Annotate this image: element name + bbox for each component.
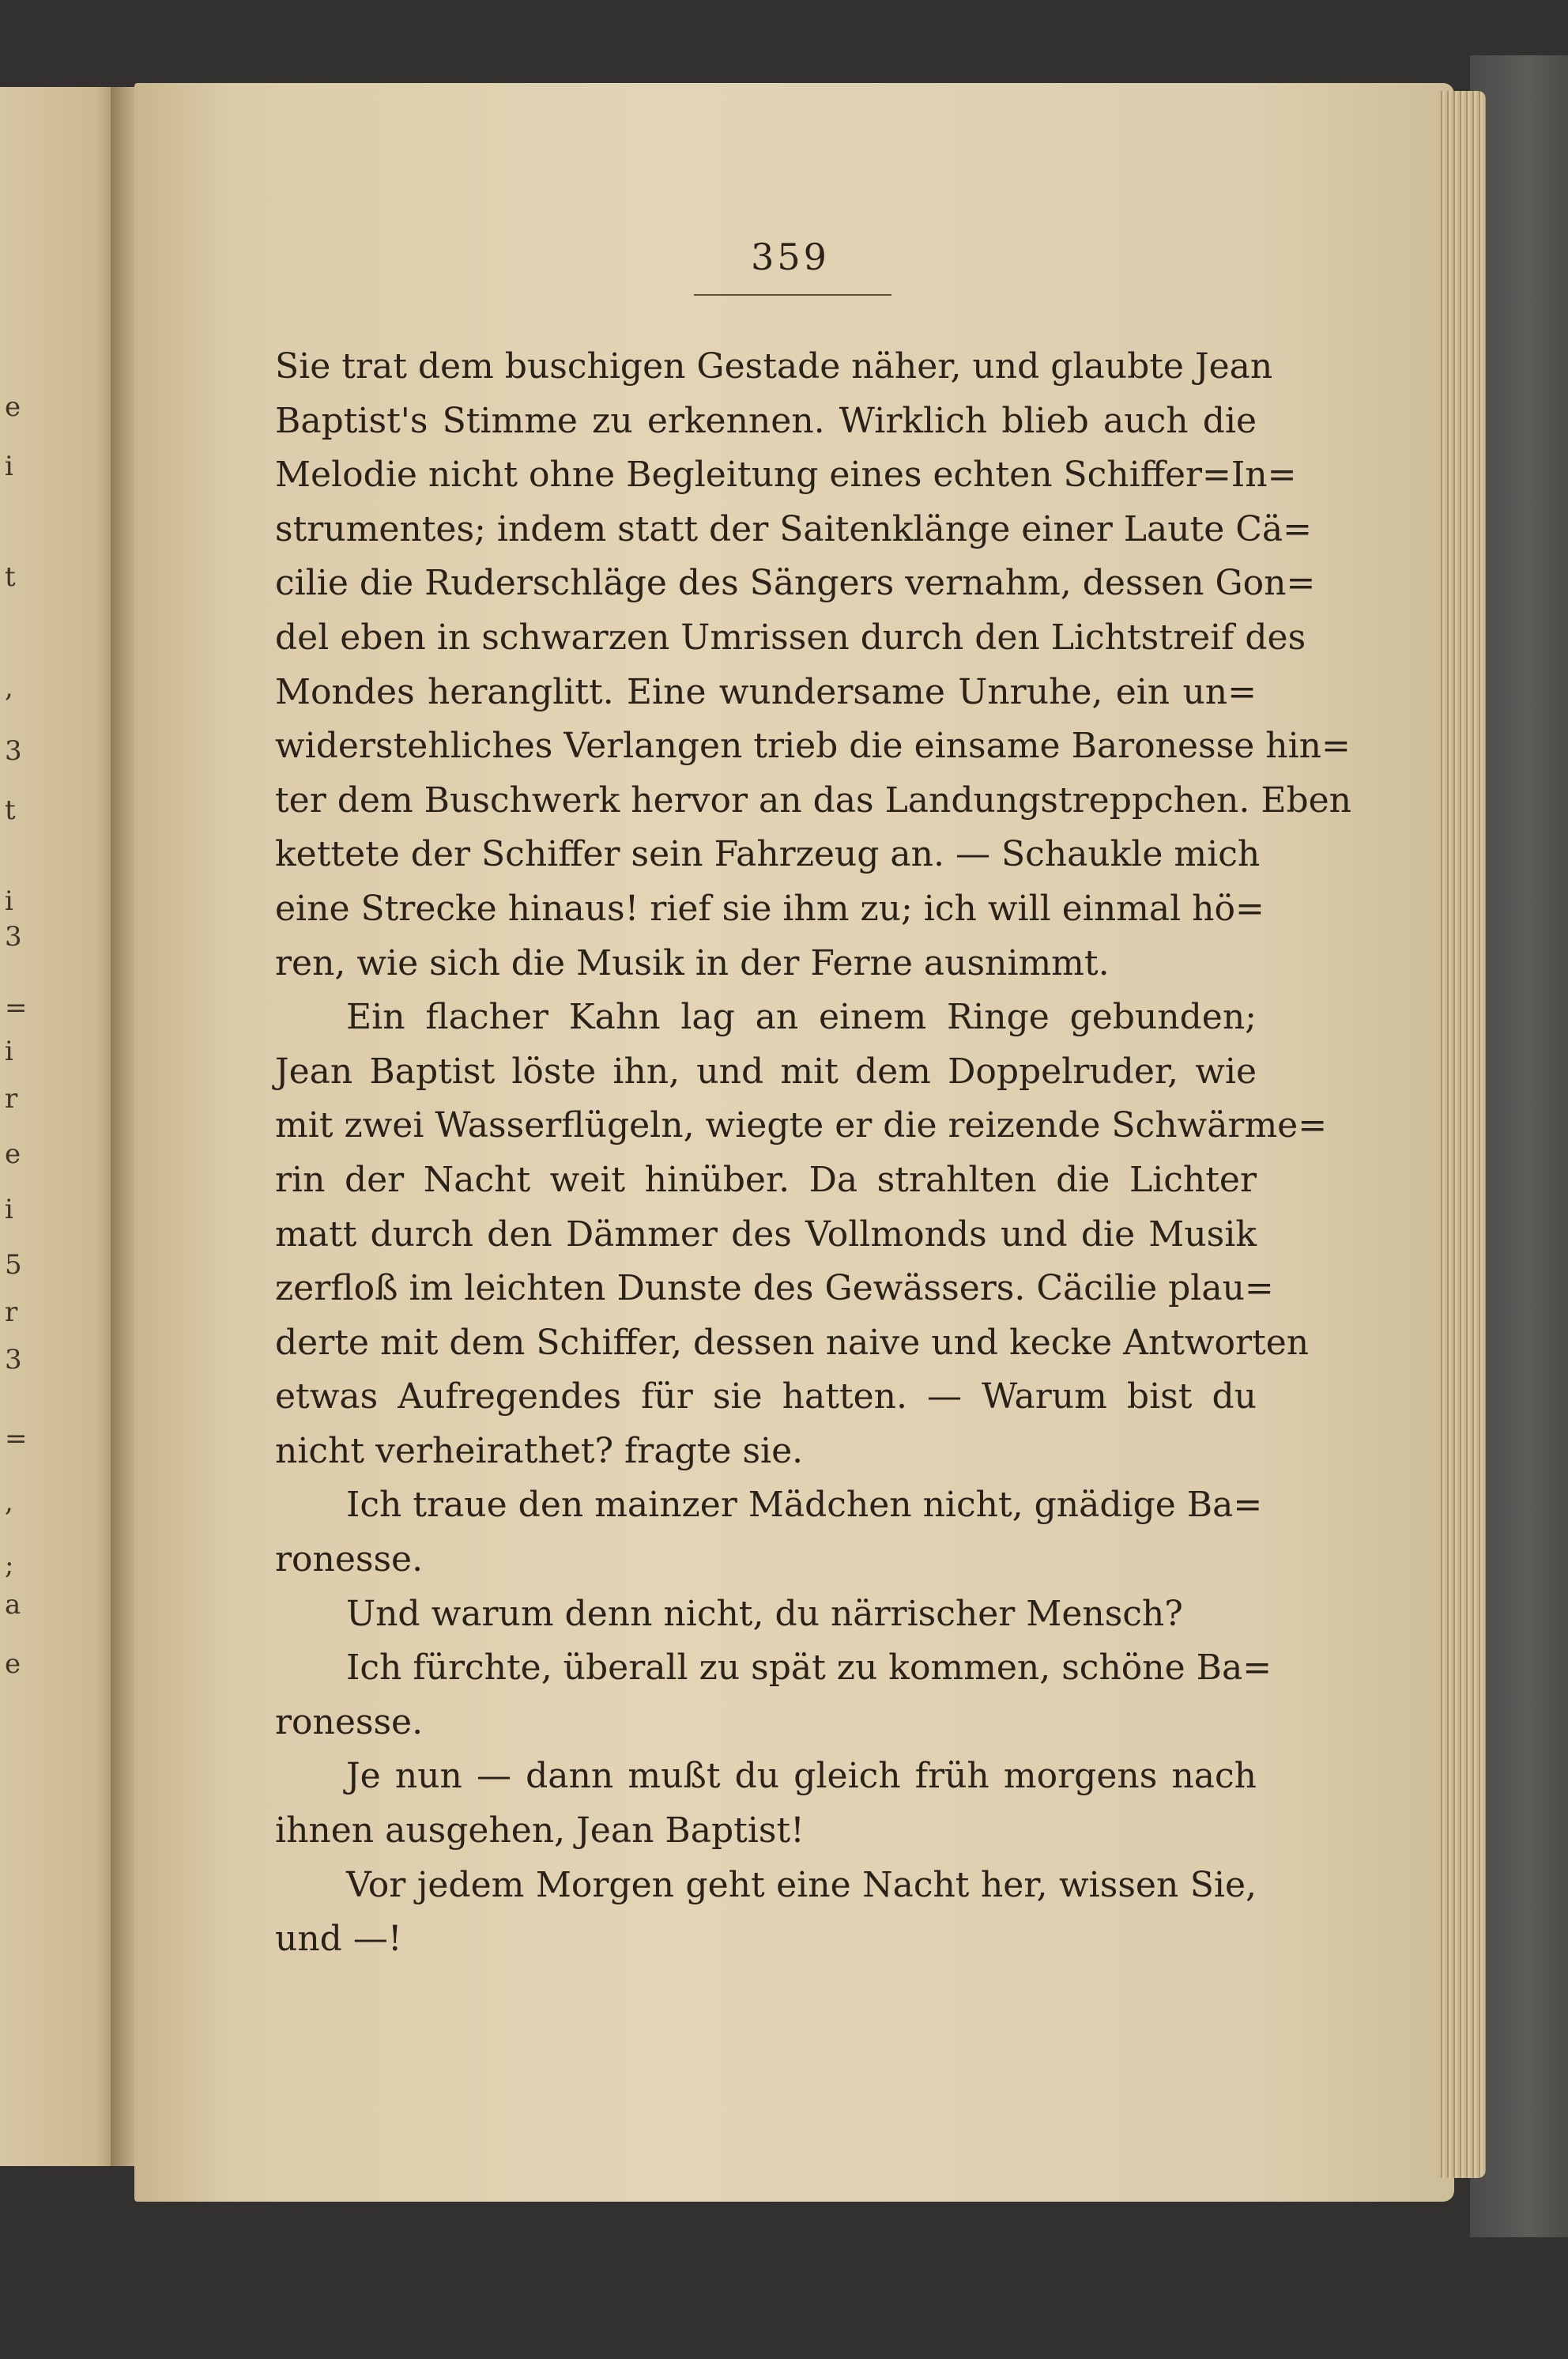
text-line: ronesse. xyxy=(275,1701,424,1742)
left-page-margin-glyph: r xyxy=(5,1297,18,1328)
left-page-edge xyxy=(0,87,119,2166)
text-line: widerstehliches Verlangen trieb die einsame Baronesse hin= xyxy=(275,726,1351,767)
text-line: Jean Baptist löste ihn, und mit dem Doppelruder, wie xyxy=(275,1051,1257,1092)
text-line: kettete der Schiffer sein Fahrzeug an. — Schaukle mich xyxy=(275,834,1261,875)
text-line: eine Strecke hinaus! rief sie ihm zu; ich will einmal hö= xyxy=(275,888,1265,929)
left-page-margin-glyph: 5 xyxy=(5,1249,22,1281)
text-line: derte mit dem Schiffer, dessen naive und kecke Antworten xyxy=(275,1322,1310,1363)
left-page-margin-glyph: t xyxy=(5,561,16,593)
text-line: Je nun — dann mußt du gleich früh morgens nach xyxy=(346,1756,1257,1797)
body-text xyxy=(275,340,1352,1967)
text-line: Und warum denn nicht, du närrischer Mensch? xyxy=(346,1593,1183,1634)
left-page-margin-glyph: i xyxy=(5,885,13,917)
left-page-margin-glyph: , xyxy=(5,1486,13,1518)
left-page-margin-glyph: t xyxy=(5,795,16,826)
left-page-margin-glyph: = xyxy=(5,992,28,1024)
text-line: Mondes heranglitt. Eine wundersame Unruhe, ein un= xyxy=(275,671,1257,712)
page-number: 359 xyxy=(751,236,830,278)
page-edges xyxy=(1438,91,1486,2178)
text-line: Ein flacher Kahn lag an einem Ringe gebunden; xyxy=(346,997,1257,1038)
text-line: del eben in schwarzen Umrissen durch den Lichtstreif des xyxy=(275,617,1306,658)
text-line: Ich fürchte, überall zu spät zu kommen, schöne Ba= xyxy=(346,1648,1272,1689)
left-page-margin-glyph: 3 xyxy=(5,1344,22,1376)
left-page-margin-glyph: r xyxy=(5,1083,18,1115)
text-line: matt durch den Dämmer des Vollmonds und die Musik xyxy=(275,1213,1257,1255)
left-page-margin-glyph: , xyxy=(5,672,13,704)
text-line: und —! xyxy=(275,1919,402,1960)
text-line: ronesse. xyxy=(275,1539,424,1580)
left-page-margin-glyph: ; xyxy=(5,1549,14,1581)
left-page-margin-glyph: e xyxy=(5,1648,21,1680)
text-line: Baptist's Stimme zu erkennen. Wirklich blieb auch die xyxy=(275,400,1257,441)
text-line: nicht verheirathet? fragte sie. xyxy=(275,1430,804,1471)
text-line: Ich traue den mainzer Mädchen nicht, gnädige Ba= xyxy=(346,1485,1263,1526)
text-line: strumentes; indem statt der Saitenklänge einer Laute Cä= xyxy=(275,508,1313,549)
text-line: cilie die Ruderschläge des Sängers vernahm, dessen Gon= xyxy=(275,563,1316,604)
left-page-margin-glyph: i xyxy=(5,1036,13,1067)
text-line: Vor jedem Morgen geht eine Nacht her, wissen Sie, xyxy=(346,1864,1257,1905)
text-line: Sie trat dem buschigen Gestade näher, und glaubte Jean xyxy=(275,346,1273,387)
page-number-rule xyxy=(694,294,891,296)
text-line: zerfloß im leichten Dunste des Gewässers. Cäcilie plau= xyxy=(275,1268,1274,1309)
left-page-margin-glyph: = xyxy=(5,1423,28,1455)
text-line: ren, wie sich die Musik in der Ferne ausnimmt. xyxy=(275,942,1110,983)
text-line: ter dem Buschwerk hervor an das Landungstreppchen. Eben xyxy=(275,779,1352,821)
text-line: ihnen ausgehen, Jean Baptist! xyxy=(275,1810,805,1851)
text-line: Melodie nicht ohne Begleitung eines echten Schiffer=In= xyxy=(275,455,1297,496)
text-line: etwas Aufregendes für sie hatten. — Warum bist du xyxy=(275,1376,1257,1417)
left-page-margin-glyph: e xyxy=(5,391,21,423)
left-page-margin-glyph: e xyxy=(5,1138,21,1170)
left-page-margin-glyph: 3 xyxy=(5,735,22,767)
left-page-margin-glyph: i xyxy=(5,1194,13,1225)
text-line: rin der Nacht weit hinüber. Da strahlten die Lichter xyxy=(275,1159,1257,1200)
left-page-margin-glyph: i xyxy=(5,451,13,482)
text-line: mit zwei Wasserflügeln, wiegte er die reizende Schwärme= xyxy=(275,1105,1328,1146)
left-page-margin-glyph: 3 xyxy=(5,921,22,953)
left-page-margin-glyph: a xyxy=(5,1589,21,1621)
